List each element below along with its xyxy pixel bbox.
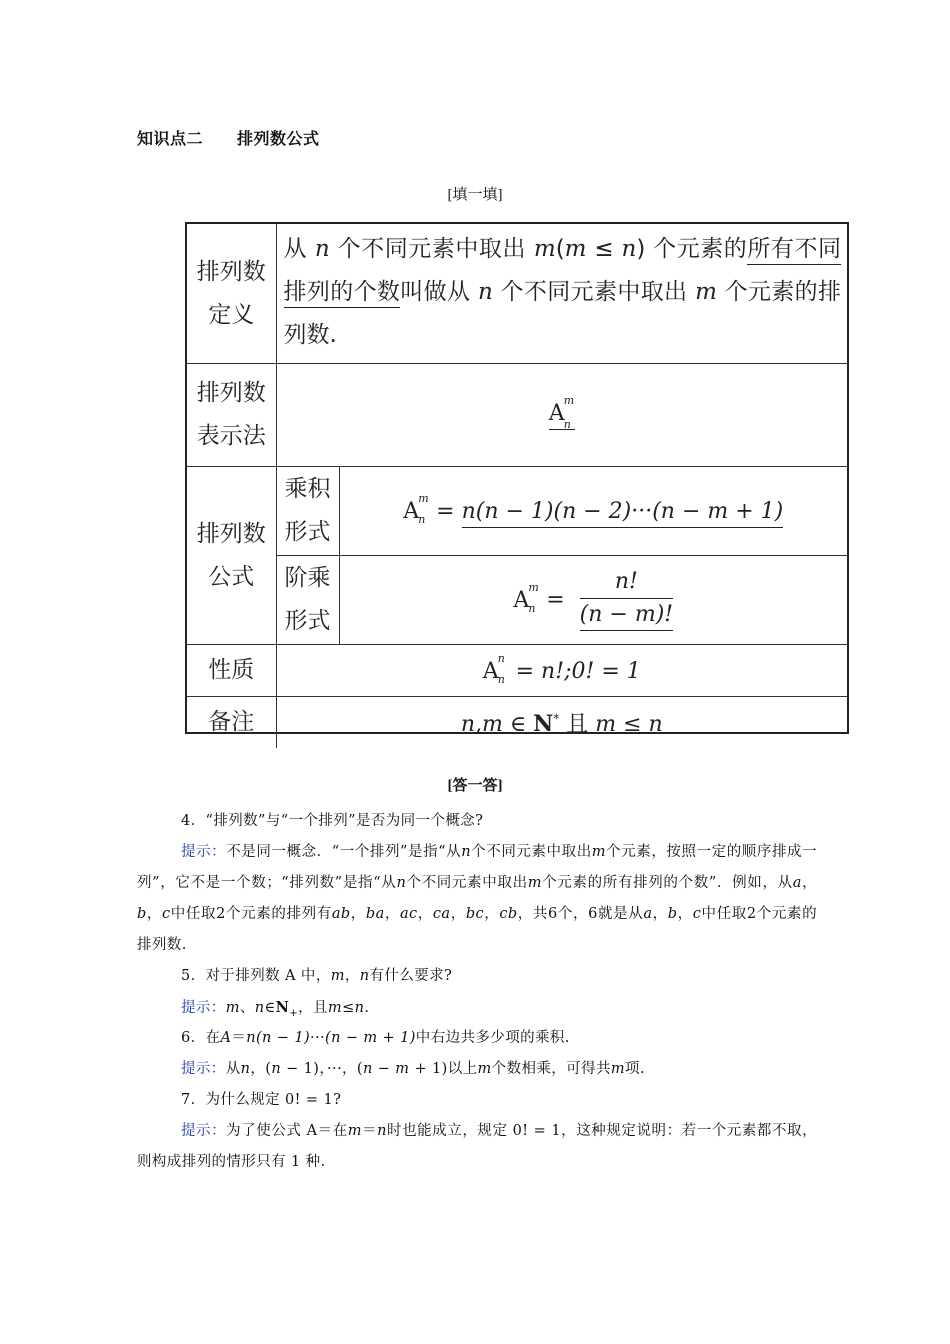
section-label: 知识点二 [137,129,204,148]
property-value: A n n = n!;0! = 1 [276,645,847,697]
section-title: 排列数公式 [237,129,320,148]
table-row-note [187,697,847,748]
tip-label: 提示： [181,844,227,860]
definition-header: 排列数 定义 [187,224,276,364]
formula-header: 排列数 公式 [187,467,276,645]
answer-7: 提示：为了使公式 A＝在m＝n时也能成立，规定 0! = 1，这种规定说明：若一个元素都不取，则构成排列的情形只有 1 种. [137,1123,817,1170]
factorial-form-label: 阶乘 形式 [276,556,339,645]
table-row-property [187,645,847,697]
table-row-product [187,467,847,556]
permutation-symbol: A m n [548,394,575,431]
answer-5: 提示：m、$n\in N_+$，且m≤n. [181,999,370,1019]
formula-table [185,222,849,737]
definition-underlined: 所有不同排列的个数 [284,236,842,308]
note-value: n,m ∈ N* 且 m ≤ n [276,697,847,748]
question-5: 5．对于排列数 A 中，m，n有什么要求? [181,968,453,984]
table-row-factorial [187,556,847,645]
property-header: 性质 [187,645,276,697]
product-formula: A m n = n(n − 1)(n − 2)···(n − m + 1) [339,467,847,556]
product-rhs: n(n − 1)(n − 2)···(n − m + 1) [462,499,784,528]
notation-header: 排列数 表示法 [187,364,276,467]
table-row-notation [187,364,847,467]
fill-in-label: [填一填] [447,187,503,203]
answer-6: 提示：从n，(n − 1)，···，(n − m + 1)以上m个数相乘，可得共m项. [181,1061,645,1077]
note-header: 备注 [187,697,276,748]
factorial-formula: A m n = $\frac{n!}{(n - m)!}$ [339,556,847,645]
question-6: 6．在A＝n(n − 1)···(n − m + 1)中右边共多少项的乘积. [181,1030,570,1046]
question-4: 4．“排列数”与“一个排列”是否为同一个概念? [181,813,484,829]
table-row-definition [187,224,847,364]
section-heading [137,126,320,149]
factorial-fraction: $\frac{n!}{(n - m)!}$ [580,569,673,631]
definition-text: 从 n 个不同元素中取出 m(m ≤ n) 个元素的所有不同排列的个数叫做从 n 个不同元素中取出 m 个元素的排列数. [276,224,847,364]
qa-title: [答一答] [447,778,503,794]
product-form-label: 乘积 形式 [276,467,339,556]
notation-value [276,364,847,467]
question-7: 7．为什么规定 0! = 1? [181,1092,342,1108]
answer-4: 提示：不是同一概念．“一个排列”是指“从n个不同元素中取出m个元素，按照一定的顺序排成一列”，它不是一个数；“排列数”是指“从n个不同元素中取出m个元素的所有排列的个数”．例如，从a，b，c中任取2个元素的排列有ab，ba，ac，ca，bc，cb，共6个，6就是从a，b，c中任取2个元素的排列数. [137,844,818,953]
